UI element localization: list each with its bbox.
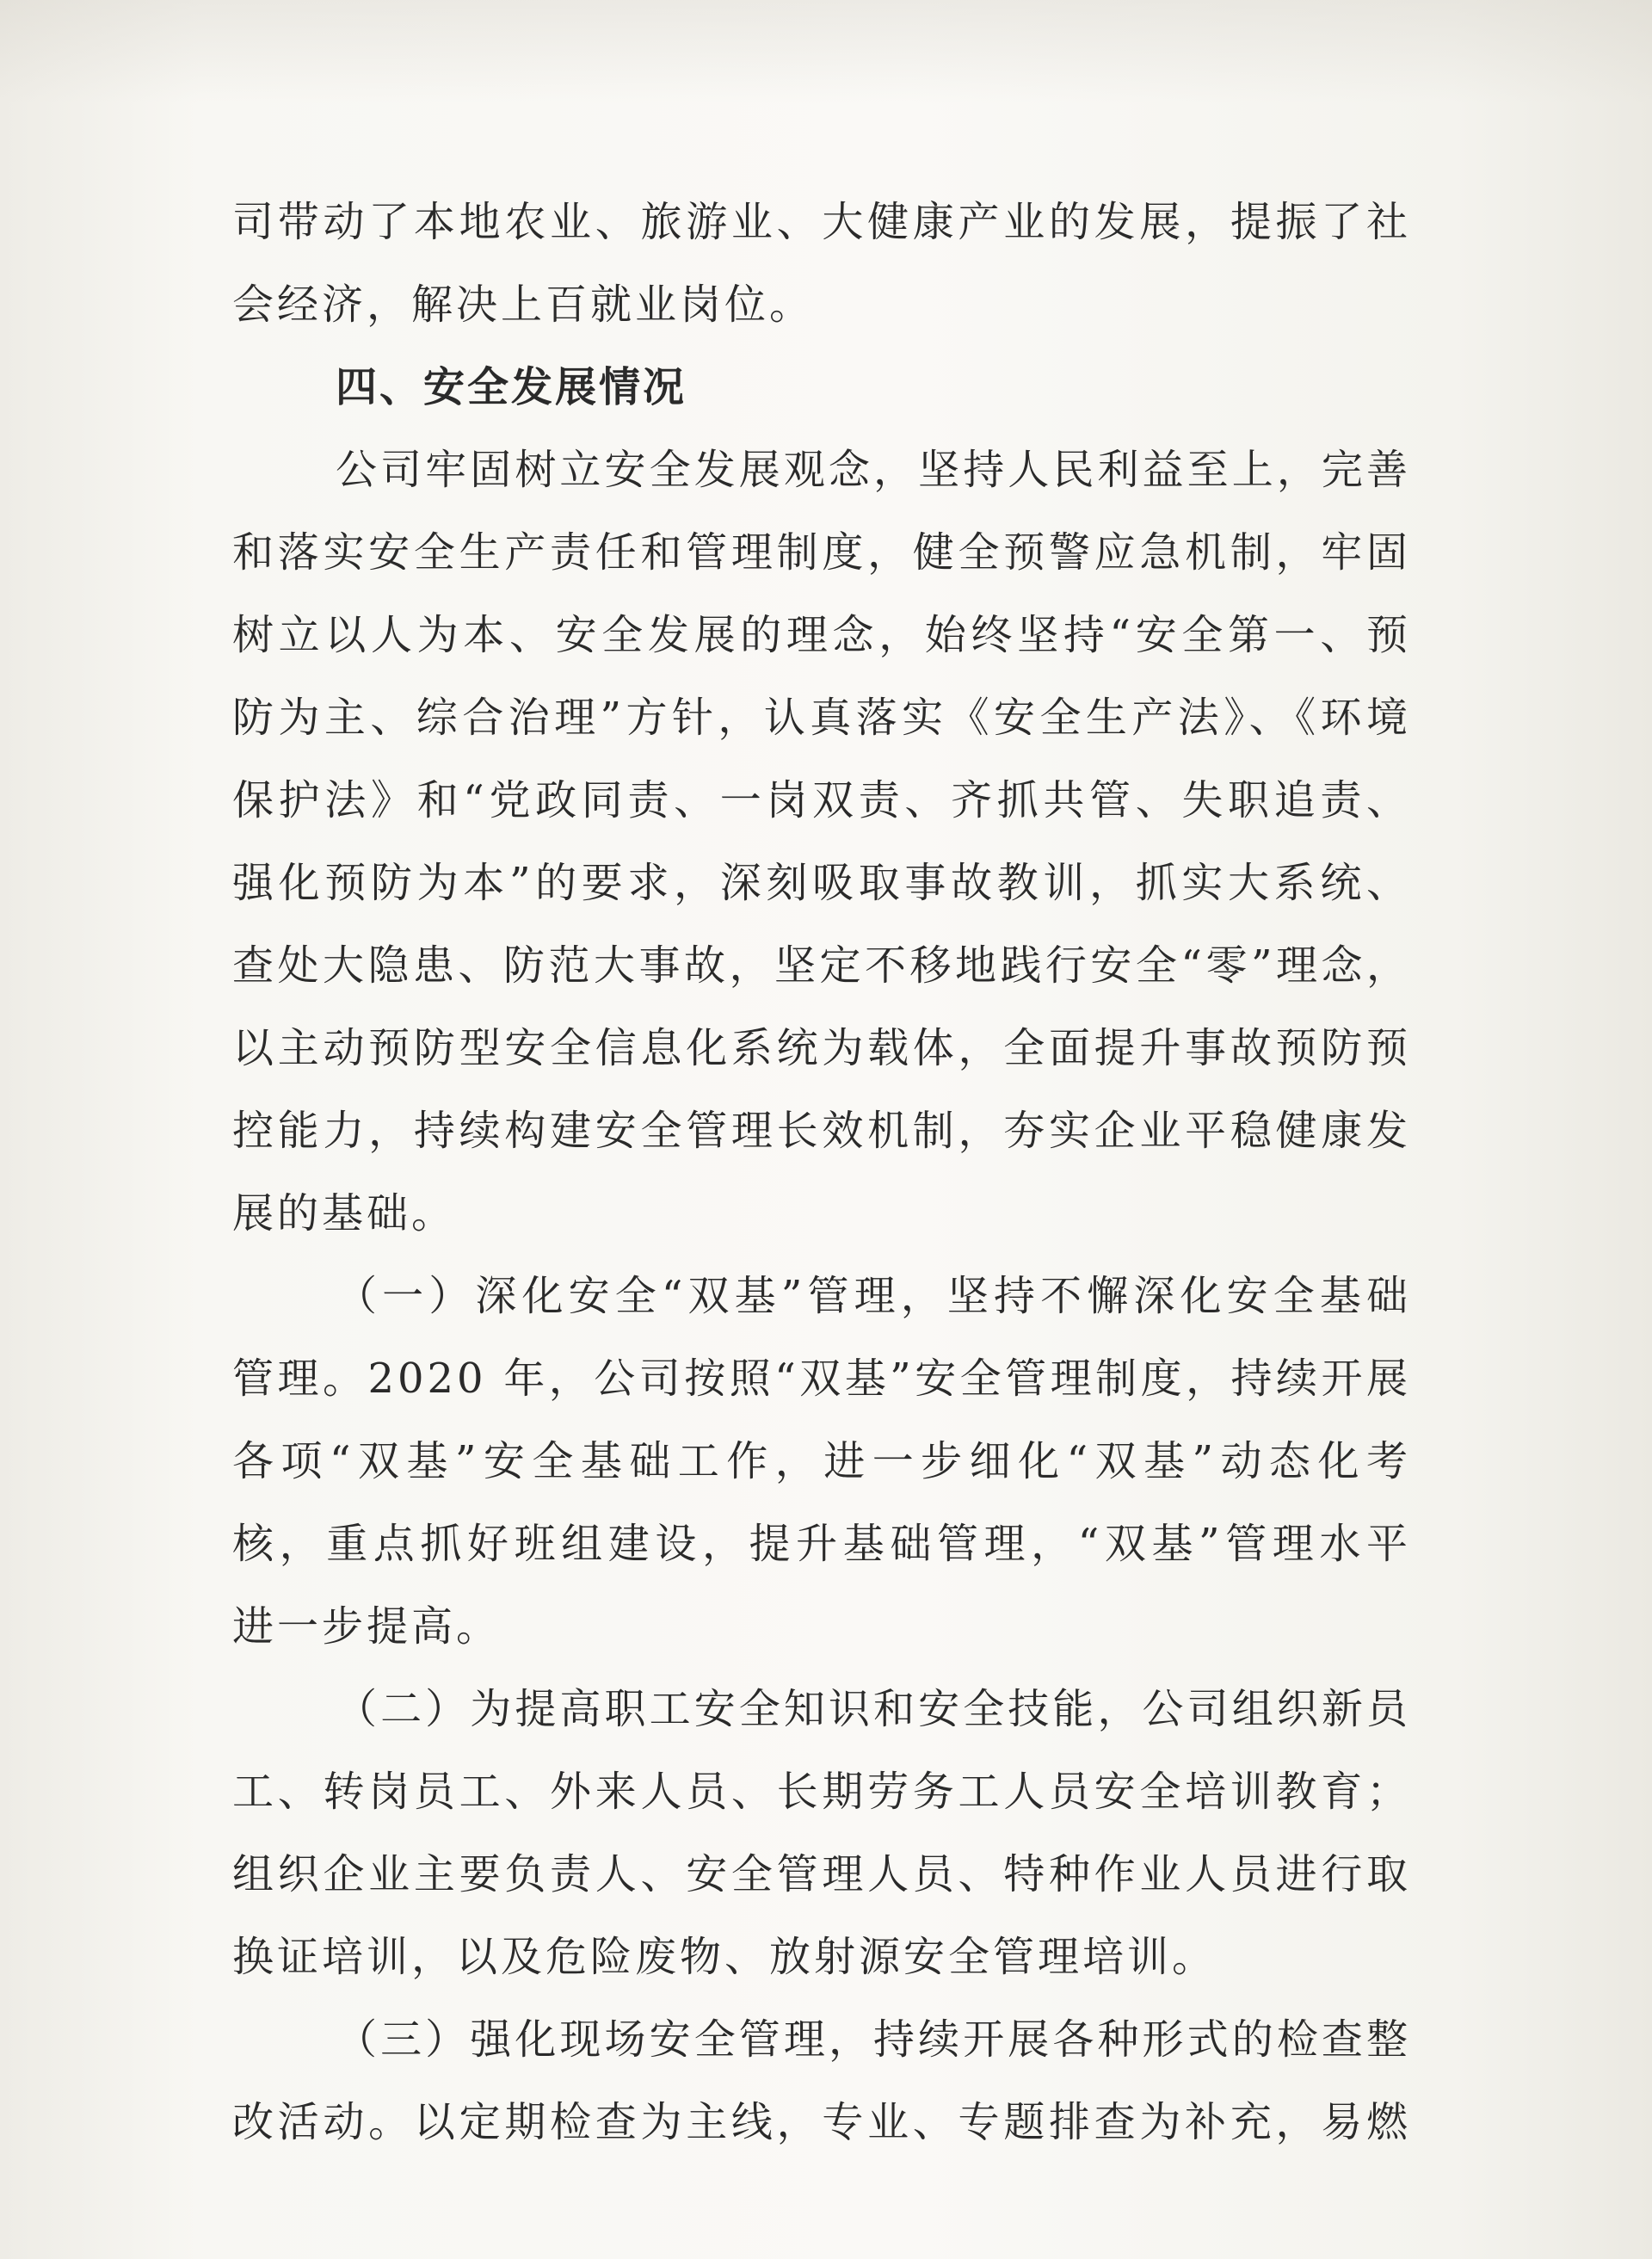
text-line: 以主动预防型安全信息化系统为载体，全面提升事故预防预 bbox=[232, 1024, 1411, 1072]
text-line: 换证培训，以及危险废物、放射源安全管理培训。 bbox=[232, 1933, 1217, 1981]
section-heading: 四、安全发展情况 bbox=[336, 363, 687, 411]
page-shadow bbox=[0, 0, 1652, 103]
text-line: 查处大隐患、防范大事故，坚定不移地践行安全“零”理念， bbox=[232, 941, 1411, 990]
text-line: 核，重点抓好班组建设，提升基础管理，“双基”管理水平 bbox=[232, 1520, 1411, 1568]
text-line: 和落实安全生产责任和管理制度，健全预警应急机制，牢固 bbox=[232, 528, 1411, 577]
text-line: 进一步提高。 bbox=[232, 1602, 502, 1651]
text-line: 管理。2020 年，公司按照“双基”安全管理制度，持续开展 bbox=[232, 1355, 1411, 1403]
text-line: 保护法》和“党政同责、一岗双责、齐抓共管、失职追责、 bbox=[232, 776, 1411, 824]
text-line: 控能力，持续构建安全管理长效机制，夯实企业平稳健康发 bbox=[232, 1107, 1411, 1155]
text-line: 改活动。以定期检查为主线，专业、专题排查为补充，易燃 bbox=[232, 2098, 1411, 2146]
text-line: 树立以人为本、安全发展的理念，始终坚持“安全第一、预 bbox=[232, 611, 1411, 659]
text-line: （二）为提高职工安全知识和安全技能，公司组织新员 bbox=[336, 1685, 1411, 1733]
text-line: 展的基础。 bbox=[232, 1189, 457, 1238]
text-line: 司带动了本地农业、旅游业、大健康产业的发展，提振了社 bbox=[232, 198, 1411, 246]
text-line: 防为主、综合治理”方针，认真落实《安全生产法》、《环境 bbox=[232, 694, 1411, 742]
document-body bbox=[232, 181, 1411, 2163]
text-line: 各项“双基”安全基础工作，进一步细化“双基”动态化考 bbox=[232, 1437, 1411, 1485]
text-line: 公司牢固树立安全发展观念，坚持人民利益至上，完善 bbox=[336, 446, 1411, 494]
text-line: （一）深化安全“双基”管理，坚持不懈深化安全基础 bbox=[336, 1272, 1411, 1320]
text-line: （三）强化现场安全管理，持续开展各种形式的检查整 bbox=[336, 2015, 1411, 2064]
text-line: 会经济，解决上百就业岗位。 bbox=[232, 281, 815, 329]
text-line: 工、转岗员工、外来人员、长期劳务工人员安全培训教育； bbox=[232, 1768, 1411, 1816]
text-line: 组织企业主要负责人、安全管理人员、特种作业人员进行取 bbox=[232, 1850, 1411, 1898]
text-line: 强化预防为本”的要求，深刻吸取事故教训，抓实大系统、 bbox=[232, 859, 1411, 907]
